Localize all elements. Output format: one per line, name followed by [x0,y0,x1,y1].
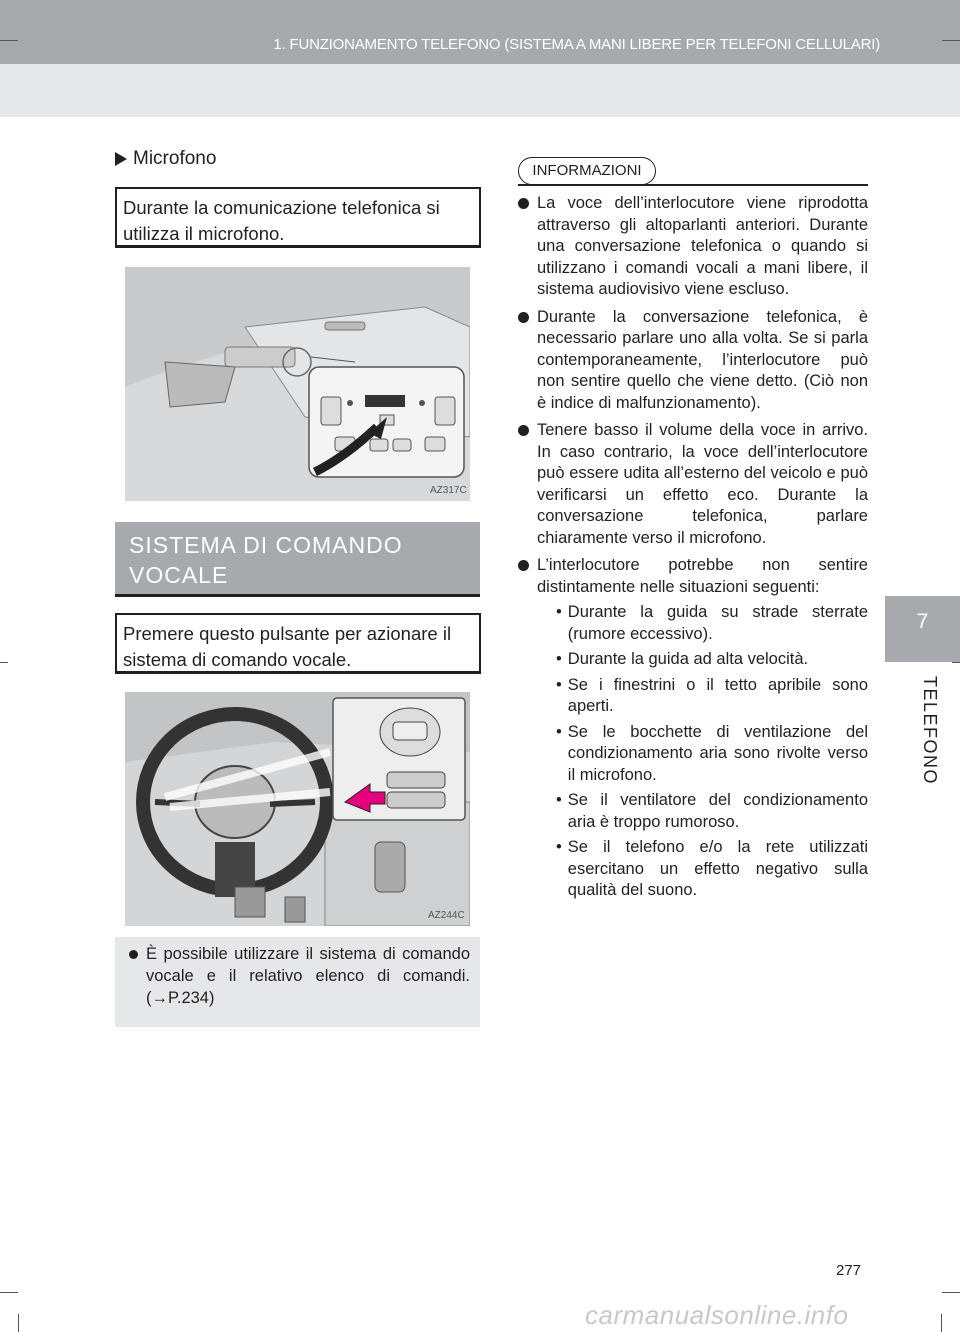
chapter-tab [885,596,960,662]
chapter-number: 7 [916,610,929,633]
sub-item-text: Se i finestrini o il tetto apribile sono aperti. [567,675,868,715]
section-heading: SISTEMA DI COMANDO VOCALE [115,522,480,594]
info-item [518,193,868,301]
header-bar [0,0,960,64]
chapter-label: TELEFONO [920,676,940,786]
sub-item-text: Durante la guida ad alta velocità. [567,650,809,668]
voice-box-text: Premere questo pulsante per azionare il sistema di comando vocale. [123,623,452,670]
microfono-title [115,148,216,170]
crop-mark [941,1314,942,1332]
crop-mark [0,40,18,41]
info-item [518,555,868,906]
voice-box [115,613,481,674]
info-item-text: Durante la conversazione telefonica, è necessario parlare uno alla volta. Se si parla contemporaneamente, l’interlocutore può non sentire quello che viene detto. (Ciò non è indice di malfunzionamento). [537,307,868,412]
bullet-icon [129,950,138,959]
bullet-icon [518,560,529,571]
note-box [115,937,480,1027]
crop-mark [0,1292,18,1293]
crop-mark [0,662,8,663]
overhead-console-illustration [125,267,470,501]
crop-mark [942,1292,960,1293]
bullet-icon [518,425,529,436]
bullet-icon [518,198,529,209]
voice-button-figure [125,692,470,926]
microfono-title-text: Microfono [133,148,217,169]
figure-code: AZ244C [428,910,465,921]
sub-item: • Se le bocchette di ventilazione del condizionamento aria sono rivolte verso il microfono. [556,722,868,787]
sub-item: • Se il ventilatore del condizionamento aria è troppo rumoroso. [556,790,868,833]
crop-mark [18,1314,19,1332]
sub-item: • Durante la guida su strade sterrate (rumore eccessivo). [556,602,868,645]
info-rule [518,184,868,186]
crop-mark [942,40,960,41]
note-item [129,943,470,1009]
info-item-text: L’interlocutore potrebbe non sentire distintamente nelle situazioni seguenti: [537,556,868,596]
sub-item: • Durante la guida ad alta velocità. [556,649,868,671]
microfono-box-text: Durante la comunicazione telefonica si utilizza il microfono. [123,197,440,244]
section-heading-rule [115,594,480,597]
info-item-text: La voce dell’interlocutore viene riprodotta attraverso gli altoparlanti anteriori. Durante una conversazione telefonica o quando si utilizzano i comandi vocali a mani libere, il sistema audiovisivo viene escluso. [537,194,868,298]
sub-item-text: Durante la guida su strade sterrate (rumore eccessivo). [567,603,868,643]
info-item [518,420,868,549]
microfono-box [115,187,481,248]
sub-item: • Se il telefono e/o la rete utilizzati esercitano un effetto negativo sulla qualità del suono. [556,837,868,902]
info-item-text: Tenere basso il volume della voce in arrivo. In caso contrario, la voce dell’interlocutore può essere udita all’esterno del veicolo e può verificarsi un effetto eco. Durante la conversazione telefonica, parlare chiaramente verso il microfono. [537,421,868,547]
page-number: 277 [836,1262,862,1279]
sub-item-text: Se il telefono e/o la rete utilizzati esercitano un effetto negativo sulla qualità del suono. [567,838,868,899]
crop-mark [952,662,960,663]
sub-list [556,602,868,902]
sub-item-text: Se le bocchette di ventilazione del condizionamento aria sono rivolte verso il microfono. [567,722,868,784]
microphone-figure [125,267,470,501]
triangle-bullet-icon [115,152,127,166]
chapter-title: 1. FUNZIONAMENTO TELEFONO (SISTEMA A MANI LIBERE PER TELEFONI CELLULARI) [273,36,880,53]
sub-item: • Se i finestrini o il tetto apribile sono aperti. [556,675,868,718]
watermark: carmanualsonline.info [585,1300,849,1330]
info-item [518,307,868,415]
info-list [518,193,868,912]
figure-code: AZ317C [430,485,467,496]
bullet-icon [518,312,529,323]
note-text: È possibile utilizzare il sistema di comando vocale e il relativo elenco di comandi. (→P.234) [146,945,470,1007]
info-label: INFORMAZIONI [518,157,656,185]
sub-item-text: Se il ventilatore del condizionamento aria è troppo rumoroso. [567,791,868,831]
steering-wheel-illustration [125,692,470,926]
